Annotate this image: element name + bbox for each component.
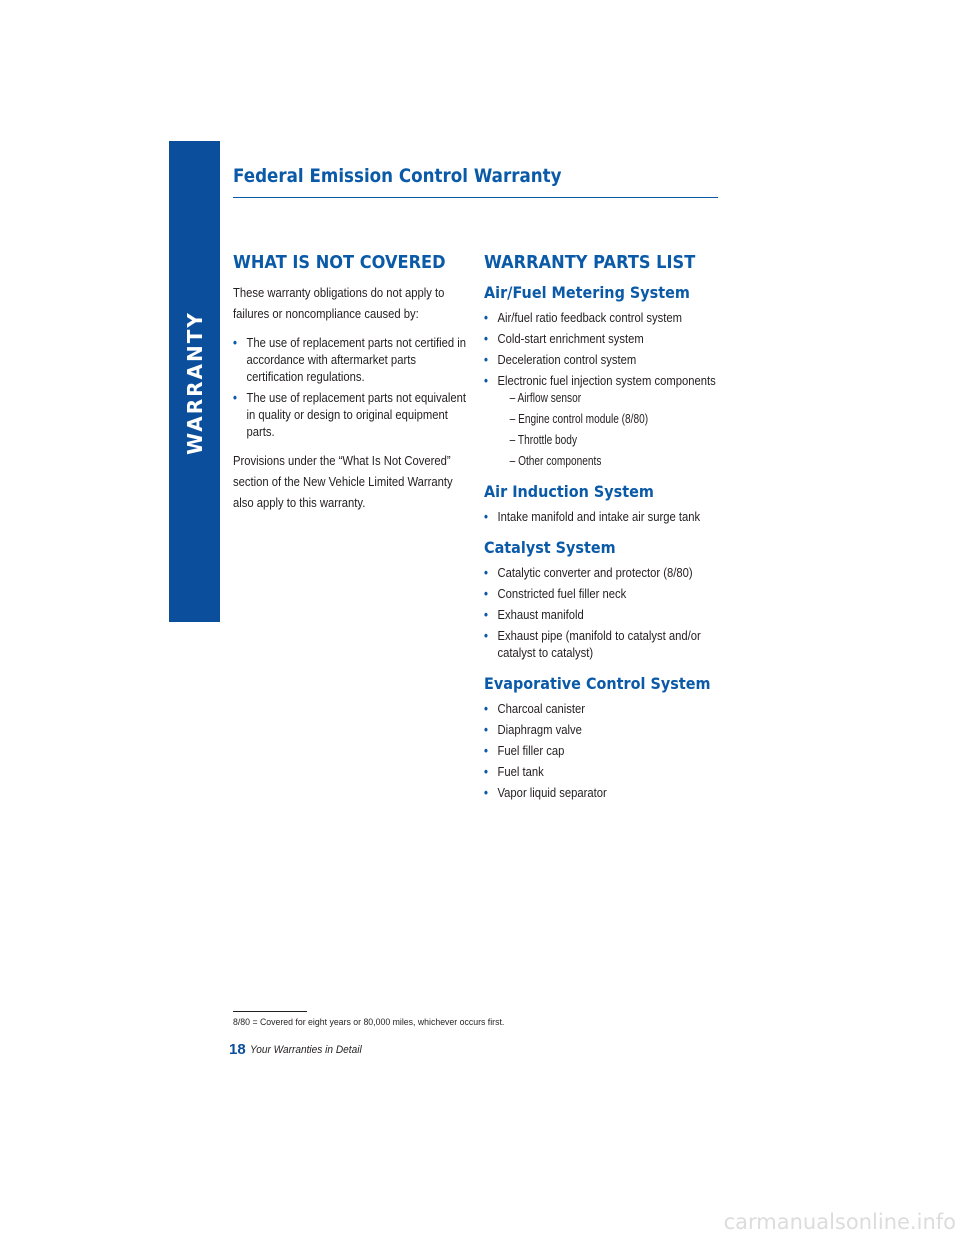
side-tab [169, 141, 220, 622]
section-title-air-induction: Air Induction System [484, 482, 654, 501]
section-title-evaporative: Evaporative Control System [484, 674, 711, 693]
bullet-icon: • [484, 744, 488, 758]
bullet-icon: • [484, 587, 488, 601]
bullet-icon: • [484, 374, 488, 388]
not-covered-list [233, 335, 468, 441]
list-item: • Diaphragm valve [484, 723, 582, 737]
bullet-icon: • [484, 566, 488, 580]
watermark: carmanualsonline.info [723, 1210, 956, 1234]
air-fuel-list [484, 310, 724, 470]
list-item: • Catalytic converter and protector (8/80) [484, 566, 693, 580]
list-item: • Electronic fuel injection system components – Airflow sensor – Engine control module (8/80) – Throttle body – Other components [484, 373, 724, 470]
footnote: 8/80 = Covered for eight years or 80,000 miles, whichever occurs first. [233, 1017, 505, 1028]
bullet-icon: • [484, 332, 488, 346]
sub-list-item: – Airflow sensor [509, 391, 582, 405]
bullet-icon: • [484, 702, 488, 716]
section-title-catalyst: Catalyst System [484, 538, 616, 557]
not-covered-heading: WHAT IS NOT COVERED [233, 252, 446, 273]
section-title-air-fuel: Air/Fuel Metering System [484, 283, 690, 302]
list-item: • Intake manifold and intake air surge tank [484, 510, 701, 524]
bullet-icon: • [484, 765, 488, 779]
bullet-icon: • [484, 786, 488, 800]
bullet-icon: • [484, 608, 488, 622]
running-title: Your Warranties in Detail [250, 1044, 362, 1056]
not-covered-closing: Provisions under the “What Is Not Covered” section of the New Vehicle Limited Warranty also apply to this warranty. [233, 454, 453, 510]
title-divider [233, 197, 718, 198]
list-item: • Vapor liquid separator [484, 786, 607, 800]
sub-list-item: – Throttle body [509, 433, 578, 447]
list-item: • Exhaust pipe (manifold to catalyst and/or catalyst to catalyst) [484, 629, 701, 660]
bullet-icon: • [233, 391, 237, 405]
list-item: • Exhaust manifold [484, 608, 584, 622]
footnote-divider [233, 1011, 307, 1012]
parts-list-heading: WARRANTY PARTS LIST [484, 252, 696, 273]
sub-list-item: – Other components [509, 454, 602, 468]
page-title: Federal Emission Control Warranty [233, 165, 562, 187]
list-item: • The use of replacement parts not equivalent in quality or design to original equipment parts. [233, 391, 467, 439]
list-item: • Charcoal canister [484, 702, 586, 716]
catalyst-list [484, 565, 724, 662]
list-item: • Cold-start enrichment system [484, 332, 644, 346]
not-covered-column [233, 252, 468, 524]
evaporative-list [484, 701, 724, 802]
bullet-icon: • [484, 311, 488, 325]
air-induction-list [484, 509, 724, 526]
bullet-icon: • [233, 336, 237, 350]
sub-list-item: – Engine control module (8/80) [509, 412, 649, 426]
sub-list [498, 390, 725, 470]
bullet-icon: • [484, 723, 488, 737]
list-item: • Air/fuel ratio feedback control system [484, 311, 682, 325]
side-tab-label: WARRANTY [182, 311, 207, 455]
list-item: • Deceleration control system [484, 353, 637, 367]
list-item: • Constricted fuel filler neck [484, 587, 627, 601]
bullet-icon: • [484, 353, 488, 367]
bullet-icon: • [484, 510, 488, 524]
list-item: • Fuel filler cap [484, 744, 565, 758]
parts-list-column [484, 252, 724, 812]
bullet-icon: • [484, 629, 488, 643]
list-item: • The use of replacement parts not certified in accordance with aftermarket parts certification regulations. [233, 336, 467, 384]
page-number: 18 [229, 1041, 246, 1058]
not-covered-intro: These warranty obligations do not apply to failures or noncompliance caused by: [233, 286, 445, 321]
list-item: • Fuel tank [484, 765, 544, 779]
